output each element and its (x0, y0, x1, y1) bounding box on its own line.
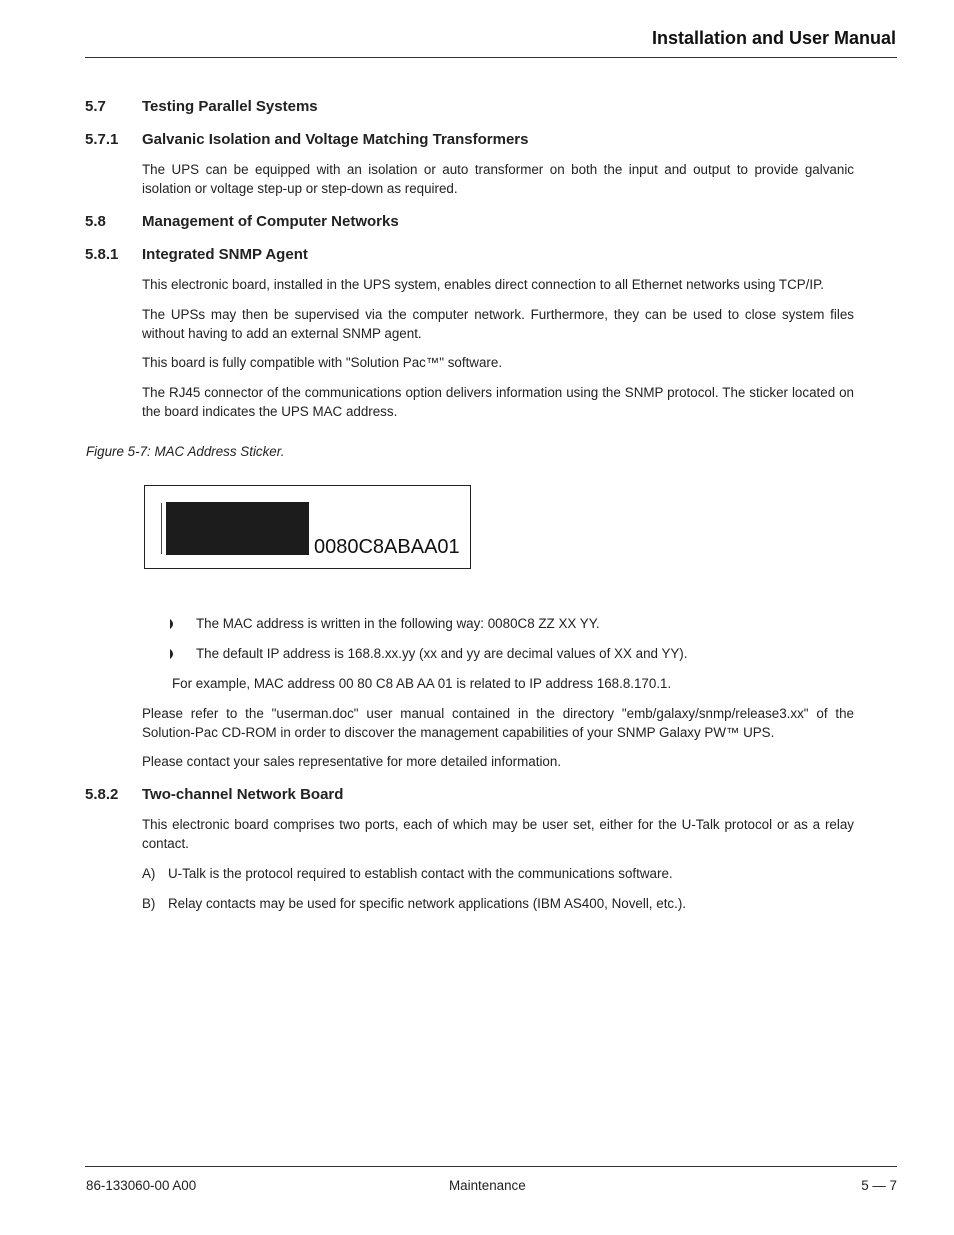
heading-title: Integrated SNMP Agent (142, 246, 308, 263)
header-title: Installation and User Manual (651, 28, 896, 48)
list-item-label: A) (142, 866, 156, 881)
heading-title: Testing Parallel Systems (142, 98, 318, 115)
bullet-icon (170, 649, 178, 659)
paragraph-two-channel: This electronic board comprises two ports, each of which may be user set, either for the U-Talk protocol or as a relay contact. (142, 817, 854, 851)
heading-5-7 (85, 98, 318, 115)
heading-title: Galvanic Isolation and Voltage Matching Transformers (142, 131, 529, 148)
footer-doc-number: 86-133060-00 A00 (86, 1178, 197, 1193)
bullet-text: The default IP address is 168.8.xx.yy (xx and yy are decimal values of XX and YY). (196, 646, 688, 661)
paragraph-userman: Please refer to the "userman.doc" user manual contained in the directory "emb/galaxy/snmp/release3.xx" of the Solution-Pac CD-ROM in order to discover the management capabilities of your SNMP Galaxy PW™ UPS. (142, 706, 854, 740)
header-divider (85, 57, 897, 58)
footer-page-number: 5 — 7 (861, 1178, 897, 1193)
paragraph-supervision: The UPSs may then be supervised via the computer network. Furthermore, they can be used to close system files without having to add an external SNMP agent. (142, 307, 854, 341)
bullet-item (170, 615, 600, 633)
heading-number: 5.7.1 (85, 131, 119, 148)
heading-5-8-1 (85, 246, 308, 263)
heading-5-7-1 (85, 131, 528, 148)
heading-number: 5.8.1 (85, 246, 119, 263)
bullet-text: The MAC address is written in the following way: 0080C8 ZZ XX YY. (196, 616, 600, 631)
footer-section: Maintenance (449, 1178, 526, 1193)
list-item (142, 866, 673, 881)
heading-number: 5.8.2 (85, 786, 119, 803)
list-item-text: Relay contacts may be used for specific network applications (IBM AS400, Novell, etc.). (168, 896, 687, 911)
sticker-barcode-block (166, 502, 309, 555)
list-item-label: B) (142, 896, 156, 911)
paragraph-galvanic-isolation: The UPS can be equipped with an isolation or auto transformer on both the input and output to provide galvanic isolation or voltage step-up or step-down as required. (142, 162, 854, 196)
bullet-icon (170, 619, 178, 629)
list-item-text: U-Talk is the protocol required to establish contact with the communications software. (168, 866, 673, 881)
heading-title: Management of Computer Networks (142, 213, 399, 230)
heading-5-8 (85, 213, 399, 230)
heading-number: 5.7 (85, 98, 106, 115)
mac-address-sticker (144, 485, 471, 569)
sticker-mac-address: 0080C8ABAA01 (314, 536, 460, 558)
paragraph-compatibility: This board is fully compatible with "Solution Pac™" software. (142, 355, 503, 370)
sticker-line (161, 503, 162, 554)
paragraph-snmp-board: This electronic board, installed in the UPS system, enables direct connection to all Ethernet networks using TCP/IP. (142, 277, 825, 292)
example-text: For example, MAC address 00 80 C8 AB AA 01 is related to IP address 168.8.170.1. (172, 676, 672, 691)
paragraph-rj45: The RJ45 connector of the communications option delivers information using the SNMP protocol. The sticker located on the board indicates the UPS MAC address. (142, 385, 854, 419)
paragraph-contact: Please contact your sales representative for more detailed information. (142, 754, 562, 769)
list-item (142, 896, 686, 911)
heading-5-8-2 (85, 786, 343, 803)
heading-title: Two-channel Network Board (142, 786, 344, 803)
figure-caption: Figure 5-7: MAC Address Sticker. (86, 444, 285, 459)
bullet-item (170, 645, 688, 663)
footer-divider (85, 1166, 897, 1167)
heading-number: 5.8 (85, 213, 106, 230)
